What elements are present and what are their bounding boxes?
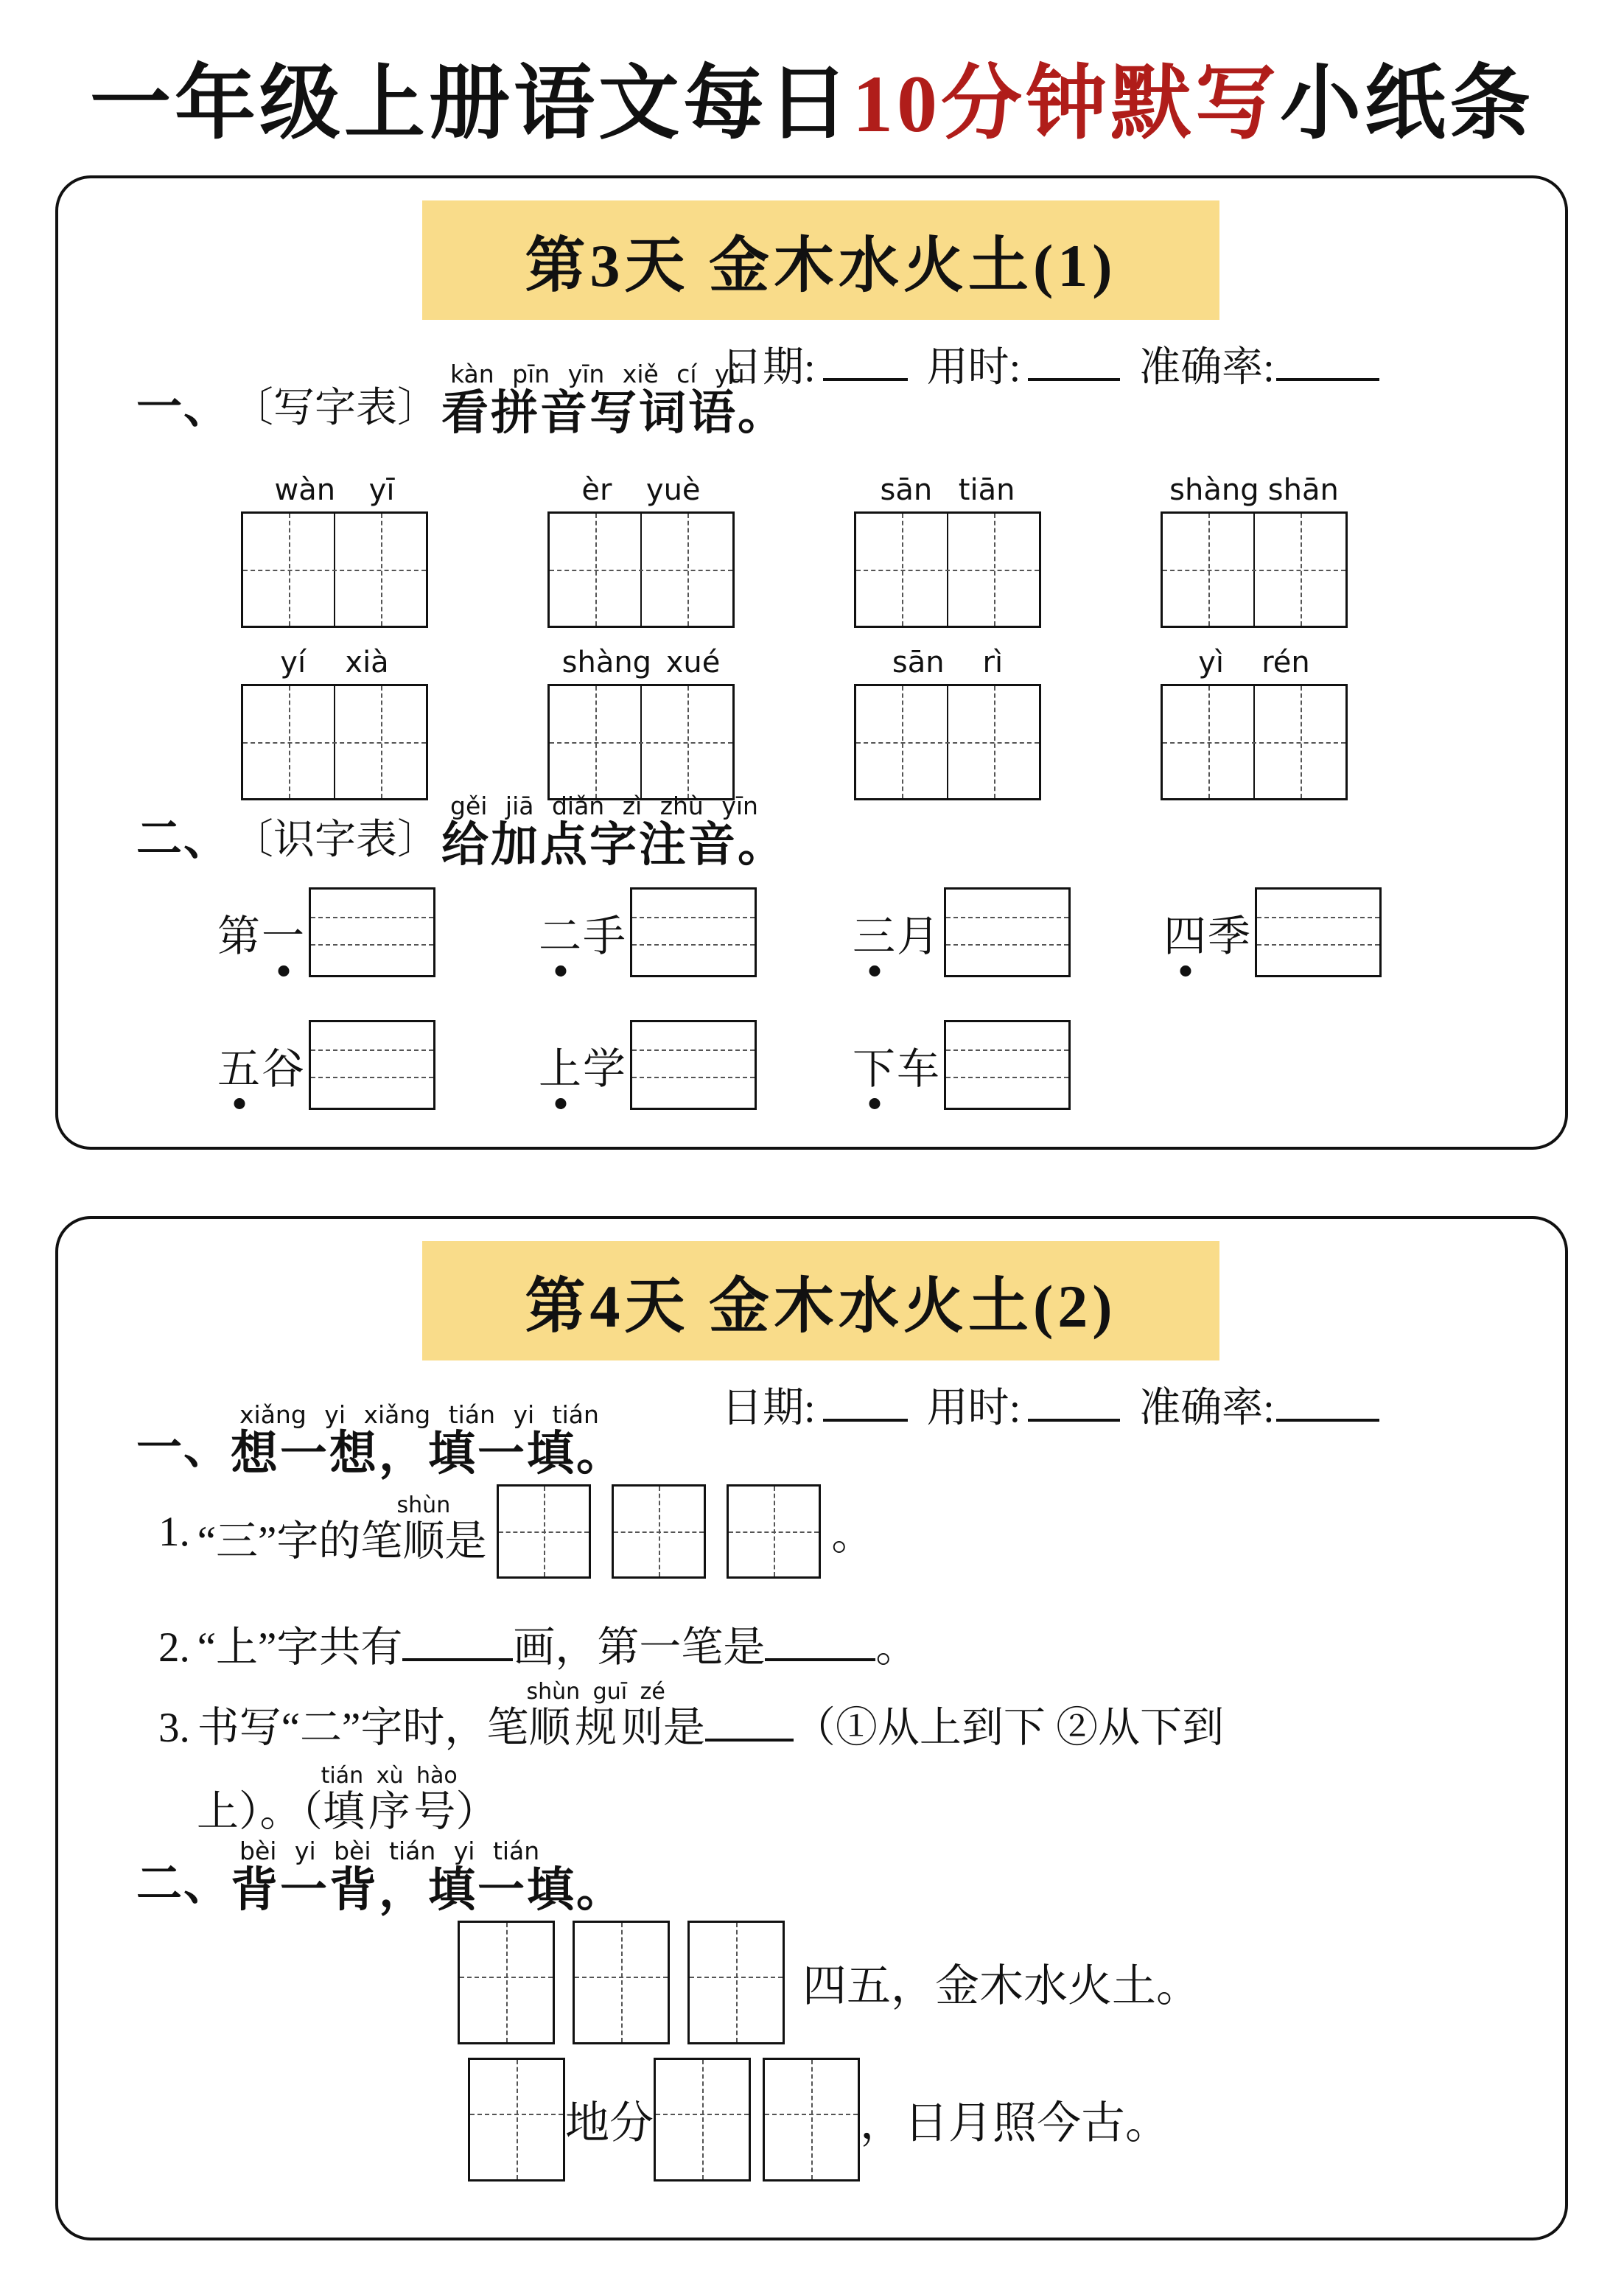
pinyin-word-group	[854, 464, 1041, 628]
section1-header	[136, 361, 787, 439]
annotate-item	[217, 887, 435, 977]
question-item-1	[158, 1484, 873, 1579]
meta-line	[721, 1375, 1388, 1434]
pinyin-syllable: yī	[368, 473, 395, 507]
day-band-title: 第3天 金木水火土(1)	[525, 231, 1117, 299]
writing-grid[interactable]	[547, 511, 735, 628]
date-label: 日期:	[721, 1386, 816, 1431]
item-text: （①从上到下 ②从下到	[793, 1705, 1225, 1751]
page-title-part2: 小纸条	[1280, 59, 1534, 149]
page-title-part1: 一年级上册语文每日	[90, 59, 853, 149]
pinyin-word-group	[1161, 464, 1348, 628]
tianzige-box[interactable]	[573, 1921, 670, 2044]
pinyin-label	[547, 637, 735, 684]
item-text: 。	[875, 1624, 918, 1671]
page-title	[0, 38, 1624, 155]
item-text: “三”字的笔顺shùn是	[197, 1492, 487, 1565]
worksheet-card-day3	[55, 175, 1568, 1150]
item-text: 上）。（填序号tián xù hào）	[197, 1763, 498, 1835]
pinyin-syllable: sān	[880, 473, 933, 507]
pinyin-syllable: tiān	[958, 473, 1015, 507]
annotate-item	[539, 1020, 757, 1110]
item-number: 3.	[158, 1705, 190, 1751]
pinyin-label	[854, 637, 1041, 684]
annotate-item	[853, 887, 1071, 977]
tianzige-box[interactable]	[727, 1484, 821, 1579]
dotted-word: 三月	[853, 901, 941, 963]
recite-text: 四五，金木水火土。	[802, 1962, 1200, 2011]
writing-grid[interactable]	[241, 511, 428, 628]
question-item-3-continued	[197, 1763, 498, 1838]
section-tag: 〔识字表〕	[232, 817, 439, 863]
pinyin-syllable: rì	[982, 646, 1004, 680]
pinyin-syllable: shàng	[561, 646, 652, 680]
pinyin-syllable: shān	[1267, 473, 1339, 507]
dotted-word: 下车	[853, 1034, 941, 1096]
section-title-pinyin: bèi yi bèi tián yi tián	[239, 1837, 540, 1865]
pinyin-answer-box[interactable]	[630, 887, 757, 977]
dotted-word: 五谷	[217, 1034, 306, 1096]
accuracy-blank[interactable]	[1276, 1389, 1379, 1422]
pinyin-syllable: sān	[892, 646, 945, 680]
page-title-highlight: 10分钟默写	[853, 59, 1280, 149]
item-number: 2.	[158, 1624, 190, 1671]
pinyin-syllable: xué	[665, 646, 721, 680]
section-title-pinyin: xiǎng yi xiǎng tián yi tián	[239, 1400, 599, 1429]
pinyin-syllable: èr	[581, 473, 612, 507]
answer-blank[interactable]	[705, 1708, 794, 1742]
annotate-item	[217, 1020, 435, 1110]
tianzige-box[interactable]	[654, 2058, 751, 2182]
pinyin-syllable: yí	[280, 646, 307, 680]
day-band	[422, 200, 1219, 320]
section-title: 看拼音写词语。	[441, 385, 788, 439]
writing-grid[interactable]	[854, 684, 1041, 800]
tianzige-box[interactable]	[458, 1921, 555, 2044]
pinyin-answer-box[interactable]	[309, 887, 435, 977]
date-blank[interactable]	[823, 349, 908, 381]
time-label: 用时:	[926, 345, 1021, 391]
date-label: 日期:	[721, 345, 816, 391]
accuracy-label: 准确率:	[1139, 1386, 1275, 1431]
item-text: 画，第一笔是	[513, 1624, 766, 1671]
writing-grid[interactable]	[1161, 511, 1348, 628]
dotted-word: 上学	[539, 1034, 627, 1096]
time-blank[interactable]	[1028, 349, 1120, 381]
answer-blank[interactable]	[765, 1627, 875, 1661]
item-end-mark: 。	[831, 1512, 874, 1559]
worksheet-card-day4	[55, 1216, 1568, 2240]
pinyin-label	[854, 464, 1041, 511]
section-title-pinyin: kàn pīn yīn xiě cí yǔ	[450, 360, 745, 388]
answer-blank[interactable]	[402, 1627, 513, 1661]
pinyin-word-group	[547, 464, 735, 628]
section1-header	[136, 1402, 626, 1479]
section-number: 一、	[136, 381, 231, 433]
pinyin-label	[1161, 637, 1348, 684]
recite-text: ，日月照今古。	[860, 2099, 1169, 2148]
writing-grid[interactable]	[547, 684, 735, 800]
pinyin-word-group	[241, 637, 428, 800]
recite-line-2	[468, 2058, 1169, 2182]
pinyin-label	[241, 637, 428, 684]
pinyin-syllable: yì	[1198, 646, 1225, 680]
section-title: 背一背，填一填。	[231, 1862, 626, 1916]
annotate-item	[853, 1020, 1071, 1110]
writing-grid[interactable]	[854, 511, 1041, 628]
dotted-word: 第一	[217, 901, 306, 963]
annotate-item	[539, 887, 757, 977]
section-number: 二、	[136, 1858, 231, 1910]
pinyin-label	[1161, 464, 1348, 511]
section-title: 给加点字注音。	[441, 817, 788, 871]
section2-header	[136, 1838, 626, 1915]
item-text: 书写“二”字时，笔顺规则shùn guī zé是	[197, 1679, 705, 1751]
day-band-title: 第4天 金木水火土(2)	[525, 1272, 1117, 1340]
pinyin-label	[547, 464, 735, 511]
day-band	[422, 1241, 1219, 1360]
writing-grid[interactable]	[241, 684, 428, 800]
pinyin-syllable: wàn	[274, 473, 336, 507]
tianzige-box[interactable]	[687, 1921, 785, 2044]
accuracy-blank[interactable]	[1276, 349, 1379, 381]
item-number: 1.	[158, 1508, 190, 1555]
pinyin-syllable: shàng	[1169, 473, 1259, 507]
pinyin-syllable: xià	[345, 646, 389, 680]
section-title: 想一想，填一填。	[231, 1426, 626, 1480]
pinyin-syllable: rén	[1261, 646, 1310, 680]
pinyin-answer-box[interactable]	[944, 887, 1071, 977]
pinyin-syllable: yuè	[645, 473, 701, 507]
section-title-pinyin: gěi jiā diǎn zì zhù yīn	[450, 792, 758, 820]
tianzige-box[interactable]	[763, 2058, 860, 2182]
recite-text: 地分	[565, 2099, 654, 2148]
accuracy-label: 准确率:	[1139, 345, 1275, 391]
date-blank[interactable]	[823, 1389, 908, 1422]
item-text: “上”字共有	[197, 1624, 403, 1671]
pinyin-word-group	[1161, 637, 1348, 800]
tianzige-box[interactable]	[468, 2058, 565, 2182]
pinyin-answer-box[interactable]	[944, 1020, 1071, 1110]
pinyin-answer-box[interactable]	[309, 1020, 435, 1110]
pinyin-word-group	[547, 637, 735, 800]
question-item-3	[158, 1679, 1225, 1754]
annotate-item	[1163, 887, 1382, 977]
tianzige-box[interactable]	[612, 1484, 706, 1579]
section2-header	[136, 793, 787, 870]
section-number: 二、	[136, 813, 231, 864]
meta-line	[721, 335, 1388, 394]
pinyin-answer-box[interactable]	[630, 1020, 757, 1110]
tianzige-box[interactable]	[497, 1484, 591, 1579]
section-number: 一、	[136, 1422, 231, 1473]
dotted-word: 二手	[539, 901, 627, 963]
dotted-word: 四季	[1163, 901, 1252, 963]
pinyin-word-group	[241, 464, 428, 628]
recite-line-1	[458, 1921, 1200, 2044]
pinyin-label	[241, 464, 428, 511]
time-blank[interactable]	[1028, 1389, 1120, 1422]
time-label: 用时:	[926, 1386, 1021, 1431]
writing-grid[interactable]	[1161, 684, 1348, 800]
pinyin-answer-box[interactable]	[1255, 887, 1382, 977]
pinyin-word-group	[854, 637, 1041, 800]
section-tag: 〔写字表〕	[232, 385, 439, 431]
question-item-2	[158, 1613, 917, 1674]
